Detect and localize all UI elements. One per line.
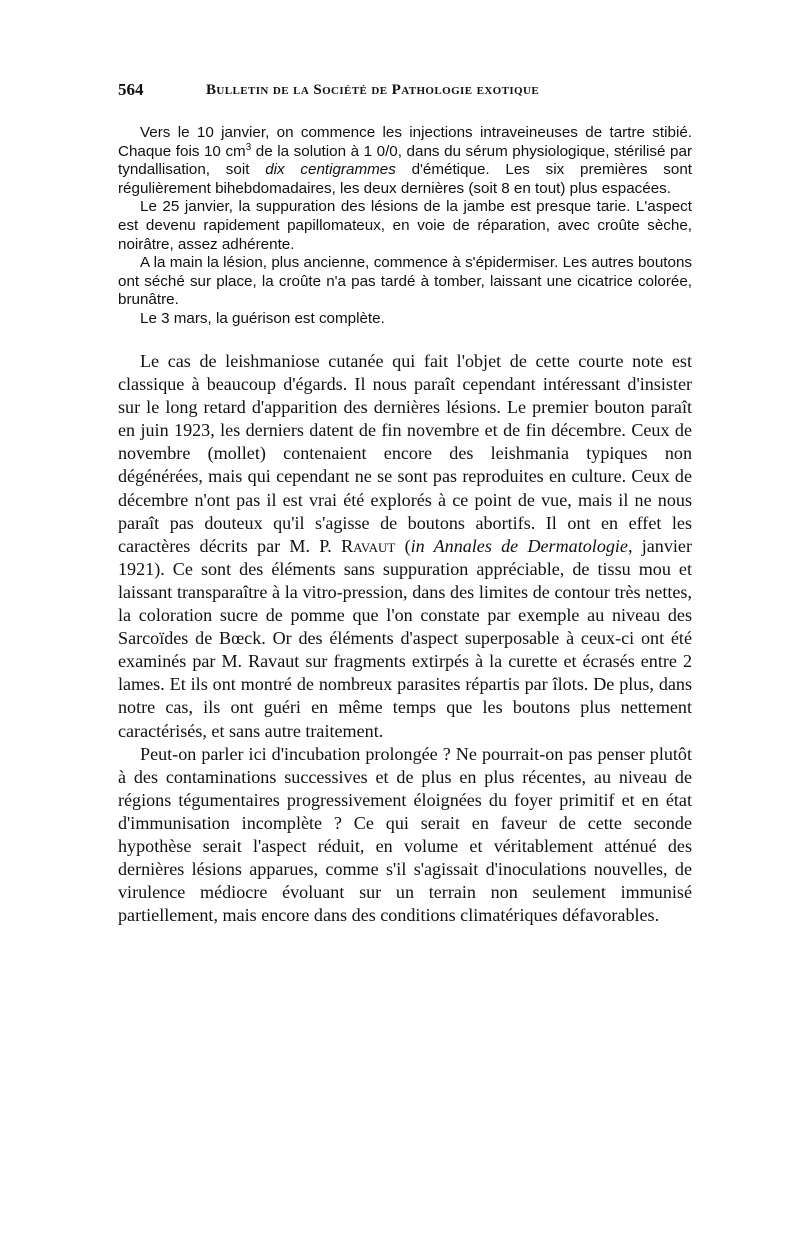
page-number: 564 xyxy=(118,80,144,99)
paragraph-hypothesis: Peut-on parler ici d'incubation prolongée ? Ne pourrait-on pas penser plutôt à des contaminations successives et de plus en plus récentes, au niveau de régions tégumentaires progressivement éloignées du foyer primitif et en état d'immunisation incomplète ? Ce qui serait en faveur de cette seconde hypothèse serait l'aspect réduit, en volume et véritablement atténué des dernières lésions apparues, comme s'il s'agissait d'inoculations nouvelles, de virulence médiocre évoluant sur un terrain non seulement immunisé partiellement, mais encore dans des conditions climatériques défavorables. xyxy=(118,743,692,926)
paragraph-discussion: Le cas de leishmaniose cutanée qui fait l'objet de cette courte note est classique à beaucoup d'égards. Il nous paraît cependant intéressant d'insister sur le long retard d'apparition des dernières lésions. Le premier bouton paraît en juin 1923, les derniers datent de fin novembre et de fin décembre. Ceux de novembre (mollet) contenaient encore des leishmania typiques non dégénérées, mais qui cependant ne se sont pas reproduites en culture. Ceux de décembre n'ont pas il est vrai été explorés à ce point de vue, mais il ne nous paraît pas douteux qu'il s'agisse de boutons abortifs. Il ont en effet les caractères décrits par M. P. Ravaut (in Annales de Dermatologie, janvier 1921). Ce sont des éléments sans suppuration appréciable, de tissu mou et laissant transparaître à la vitro-pression, dans des limites de contour très nettes, la coloration sucre de pomme que l'on constate par exemple au niveau des Sarcoïdes de Bœck. Or des éléments d'aspect superposable à ceux-ci ont été examinés par M. Ravaut sur fragments extirpés à la curette et écrasés entre 2 lames. Et ils ont montré de nombreux parasites répartis par îlots. De plus, dans notre cas, ils ont guéri en même temps que les boutons plus nettement caractérisés, et sans autre traitement. xyxy=(118,351,692,741)
paragraph-treatment: Vers le 10 janvier, on commence les injections intraveineuses de tartre stibié. Chaque fois 10 $cm^3$ de la solution à 1 0/0, dans du sérum physiologique, stérilisé par tyndallisation, soit dix centigrammes d'émétique. Les six premières sont régulièrement bihebdomadaires, les deux dernières (soit 8 en tout) plus espacées. xyxy=(118,124,692,197)
cubic-exponent: 3 xyxy=(245,141,252,153)
case-report-block xyxy=(118,124,692,329)
paragraph-hand-lesion: A la main la lésion, plus ancienne, commence à s'épidermiser. Les autres boutons ont séché sur place, la croûte n'a pas tardé à tomber, laissant une cicatrice colorée, brunâtre. xyxy=(118,254,692,309)
discussion-block xyxy=(118,350,692,927)
paragraph-march-3: Le 3 mars, la guérison est complète. xyxy=(140,309,385,327)
page-header xyxy=(118,80,693,108)
dose-emphasis: dix centigrammes xyxy=(265,161,396,179)
author-name: Ravaut xyxy=(341,535,396,556)
running-title: Bulletin de la Société de Pathologie exotique xyxy=(206,82,540,98)
citation-title: in Annales de Dermatologie xyxy=(410,535,628,556)
paragraph-january-25: Le 25 janvier, la suppuration des lésions de la jambe est presque tarie. L'aspect est devenu rapidement papillomateux, en voie de réparation, avec croûte sèche, noirâtre, assez adhérente. xyxy=(118,198,692,253)
